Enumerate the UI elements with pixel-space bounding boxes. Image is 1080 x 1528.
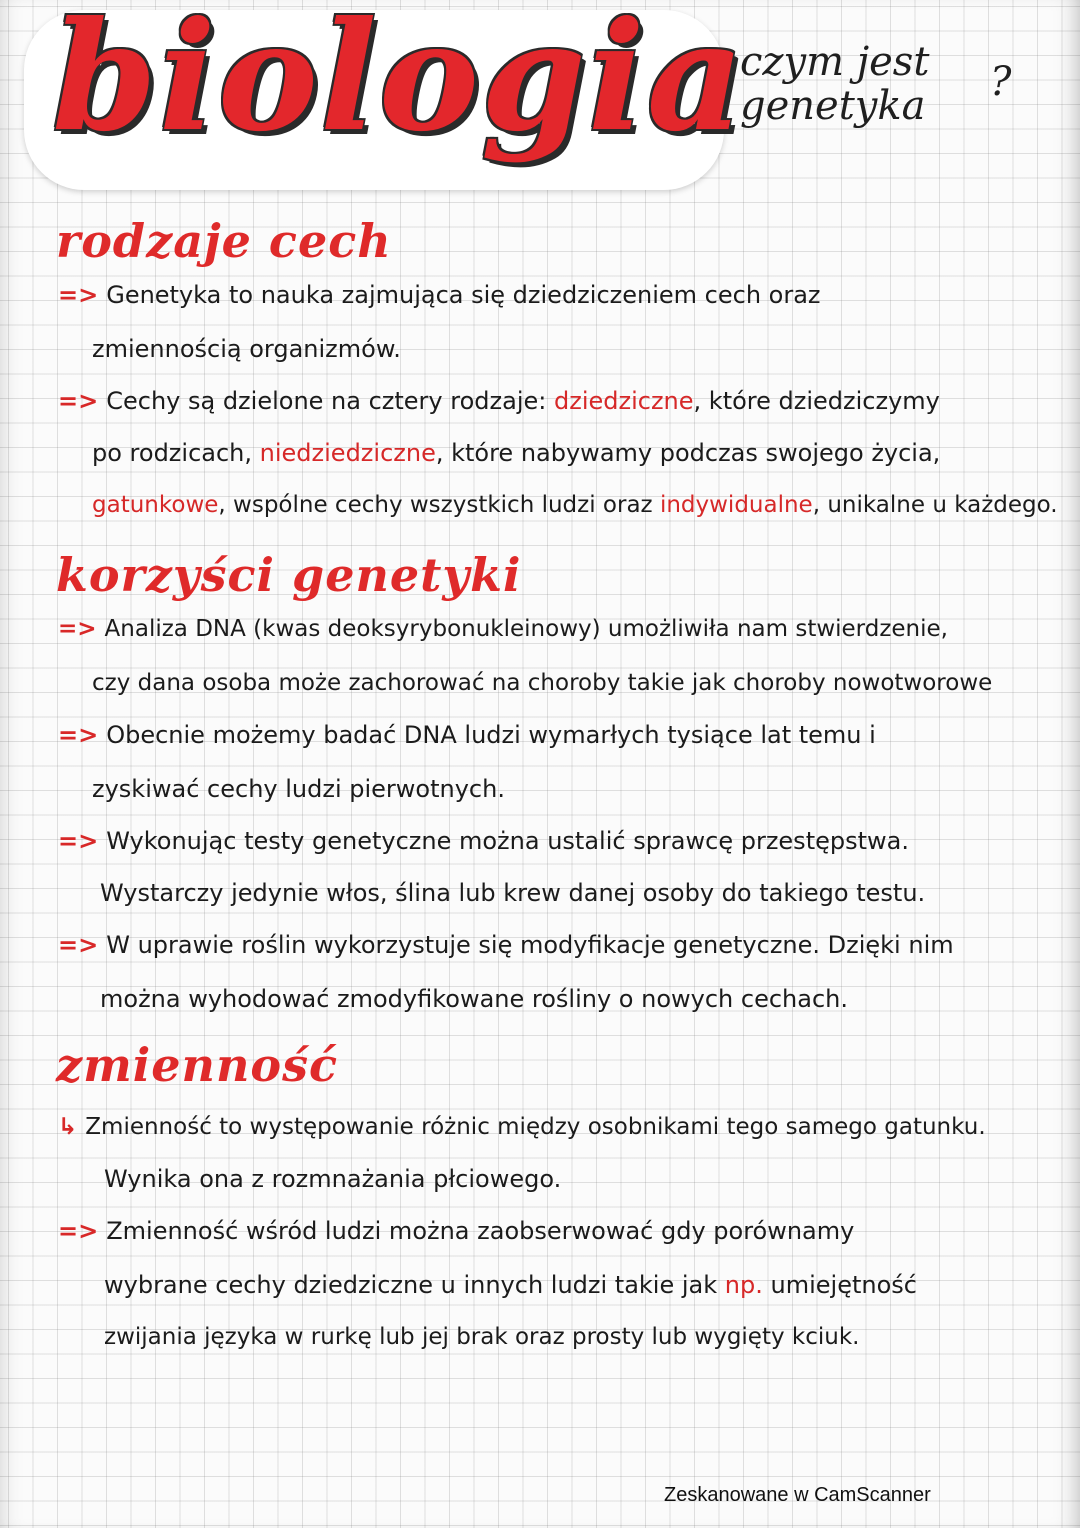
text-line: po rodzicach, niedziedziczne, które nabywamy podczas swojego życia, xyxy=(92,439,941,467)
text-line: można wyhodować zmodyfikowane rośliny o nowych cechach. xyxy=(100,985,848,1013)
term-gatunkowe: gatunkowe xyxy=(92,492,219,518)
arrow-icon: => xyxy=(58,827,99,855)
abbr-np: np. xyxy=(724,1271,763,1299)
heading-rodzaje-cech: rodzaje cech xyxy=(56,214,392,268)
text-line: => Obecnie możemy badać DNA ludzi wymarłych tysiące lat temu i xyxy=(58,721,876,749)
arrow-icon: => xyxy=(58,616,97,642)
text-line: => W uprawie roślin wykorzystuje się modyfikacje genetyczne. Dzięki nim xyxy=(58,931,954,959)
text-line: zyskiwać cechy ludzi pierwotnych. xyxy=(92,775,505,803)
text-line: Wynika ona z rozmnażania płciowego. xyxy=(104,1165,562,1193)
arrow-icon: => xyxy=(58,931,99,959)
text-line: zmiennością organizmów. xyxy=(92,335,401,363)
page-title: biologia xyxy=(52,0,747,165)
term-niedziedziczne: niedziedziczne xyxy=(259,439,436,467)
text-line: => Analiza DNA (kwas deoksyrybonukleinowy) umożliwiła nam stwierdzenie, xyxy=(58,616,948,642)
term-indywidualne: indywidualne xyxy=(659,492,813,518)
text-line: => Genetyka to nauka zajmująca się dziedziczeniem cech oraz xyxy=(58,281,821,309)
subtitle xyxy=(740,40,1030,128)
scanner-watermark: Zeskanowane w CamScanner xyxy=(664,1484,931,1506)
term-dziedziczne: dziedziczne xyxy=(553,387,694,415)
question-mark: ? xyxy=(990,59,1012,105)
text-line: gatunkowe, wspólne cechy wszystkich ludzi oraz indywidualne, unikalne u każdego. xyxy=(92,492,1058,518)
text-line: => Cechy są dzielone na cztery rodzaje: dziedziczne, które dziedziczymy xyxy=(58,387,940,415)
text-line: zwijania języka w rurkę lub jej brak oraz prosty lub wygięty kciuk. xyxy=(104,1324,860,1350)
subtitle-line-2: genetyka xyxy=(740,83,926,129)
text-line: ↳ Zmienność to występowanie różnic między osobnikami tego samego gatunku. xyxy=(58,1114,986,1140)
heading-korzysci-genetyki: korzyści genetyki xyxy=(56,548,522,602)
arrow-icon: => xyxy=(58,281,99,309)
arrow-icon: => xyxy=(58,721,99,749)
text-line: => Wykonując testy genetyczne można ustalić sprawcę przestępstwa. xyxy=(58,827,909,855)
text-line: => Zmienność wśród ludzi można zaobserwować gdy porównamy xyxy=(58,1217,855,1245)
hook-arrow-icon: ↳ xyxy=(58,1114,78,1140)
text-line: Wystarczy jedynie włos, ślina lub krew danej osoby do takiego testu. xyxy=(100,879,926,907)
arrow-icon: => xyxy=(58,387,99,415)
heading-zmiennosc: zmienność xyxy=(56,1038,339,1092)
text-line: czy dana osoba może zachorować na choroby takie jak choroby nowotworowe xyxy=(92,670,993,696)
subtitle-line-1: czym jest xyxy=(740,39,930,85)
arrow-icon: => xyxy=(58,1217,99,1245)
text-line: wybrane cechy dziedziczne u innych ludzi takie jak np. umiejętność xyxy=(104,1271,917,1299)
